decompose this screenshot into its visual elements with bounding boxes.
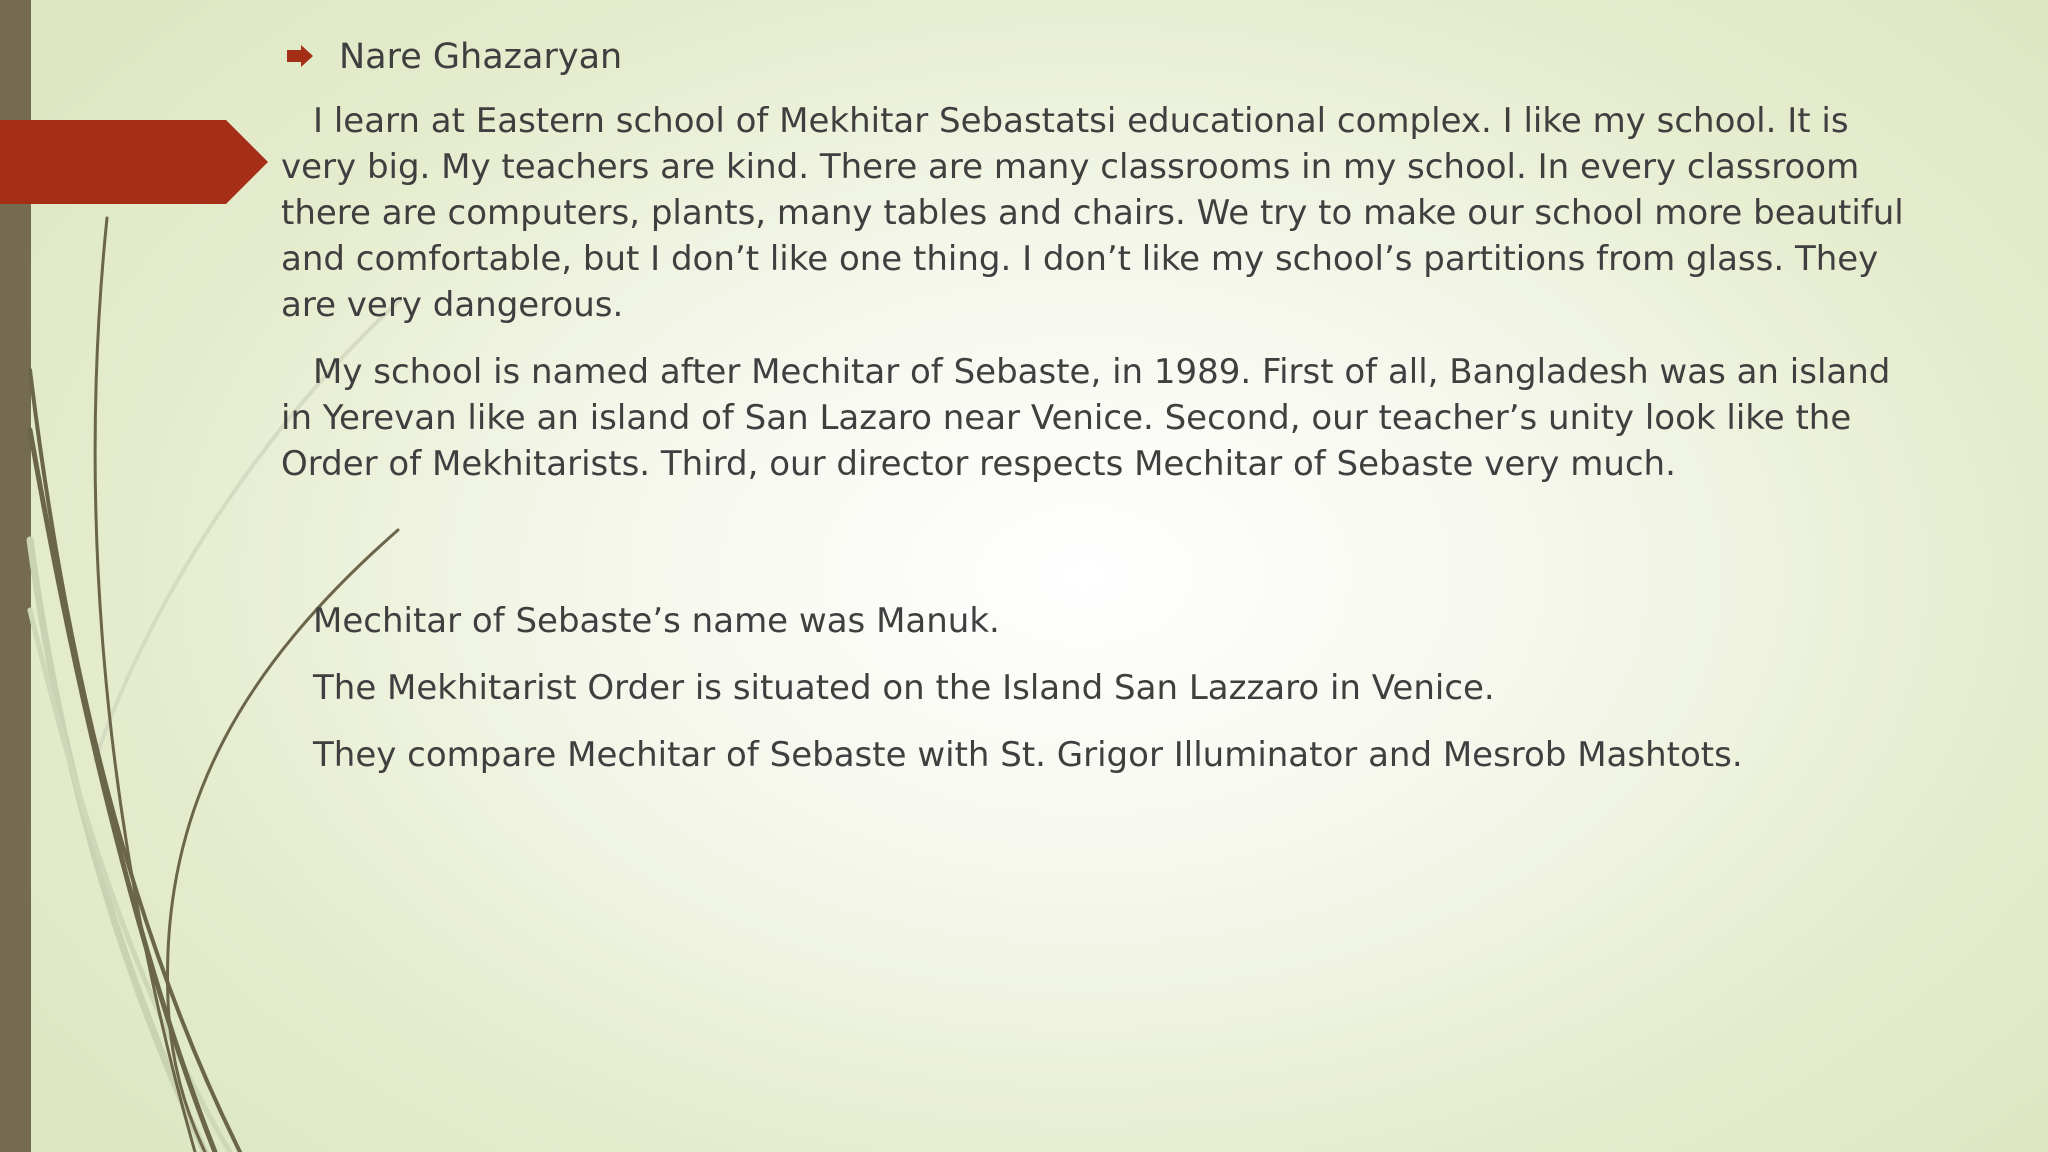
paragraph-school-description: I learn at Eastern school of Mekhitar Sebastatsi educational complex. I like my school. It is very big. My teachers are kind. There are many classrooms in my school. In every classroom there are computers, plants, many tables and chairs. We try to make our school more beautiful and comfortable, but I don’t like one thing. I don’t like my school’s partitions from glass. They are very dangerous. [281, 101, 1904, 325]
curve-dark-1 [30, 370, 240, 1152]
slide-content [281, 34, 1921, 799]
fact-line-3: They compare Mechitar of Sebaste with St. Grigor Illuminator and Mesrob Mashtots. [313, 735, 1743, 775]
fact-line-1: Mechitar of Sebaste’s name was Manuk. [313, 601, 1000, 641]
fact-line-2: The Mekhitarist Order is situated on the Island San Lazzaro in Venice. [313, 668, 1495, 708]
spacer [281, 508, 1921, 598]
author-name: Nare Ghazaryan [339, 37, 623, 77]
red-ribbon-shape [0, 120, 268, 204]
paragraph-school-name: My school is named after Mechitar of Sebaste, in 1989. First of all, Bangladesh was an island in Yerevan like an island of San Lazaro near Venice. Second, our teacher’s unity look like the Order of Mekhitarists. Third, our director respects Mechitar of Sebaste very much. [281, 352, 1891, 484]
curve-dark-2 [30, 430, 215, 1152]
bullet-author [281, 34, 1921, 80]
arrow-right-icon [285, 44, 315, 68]
